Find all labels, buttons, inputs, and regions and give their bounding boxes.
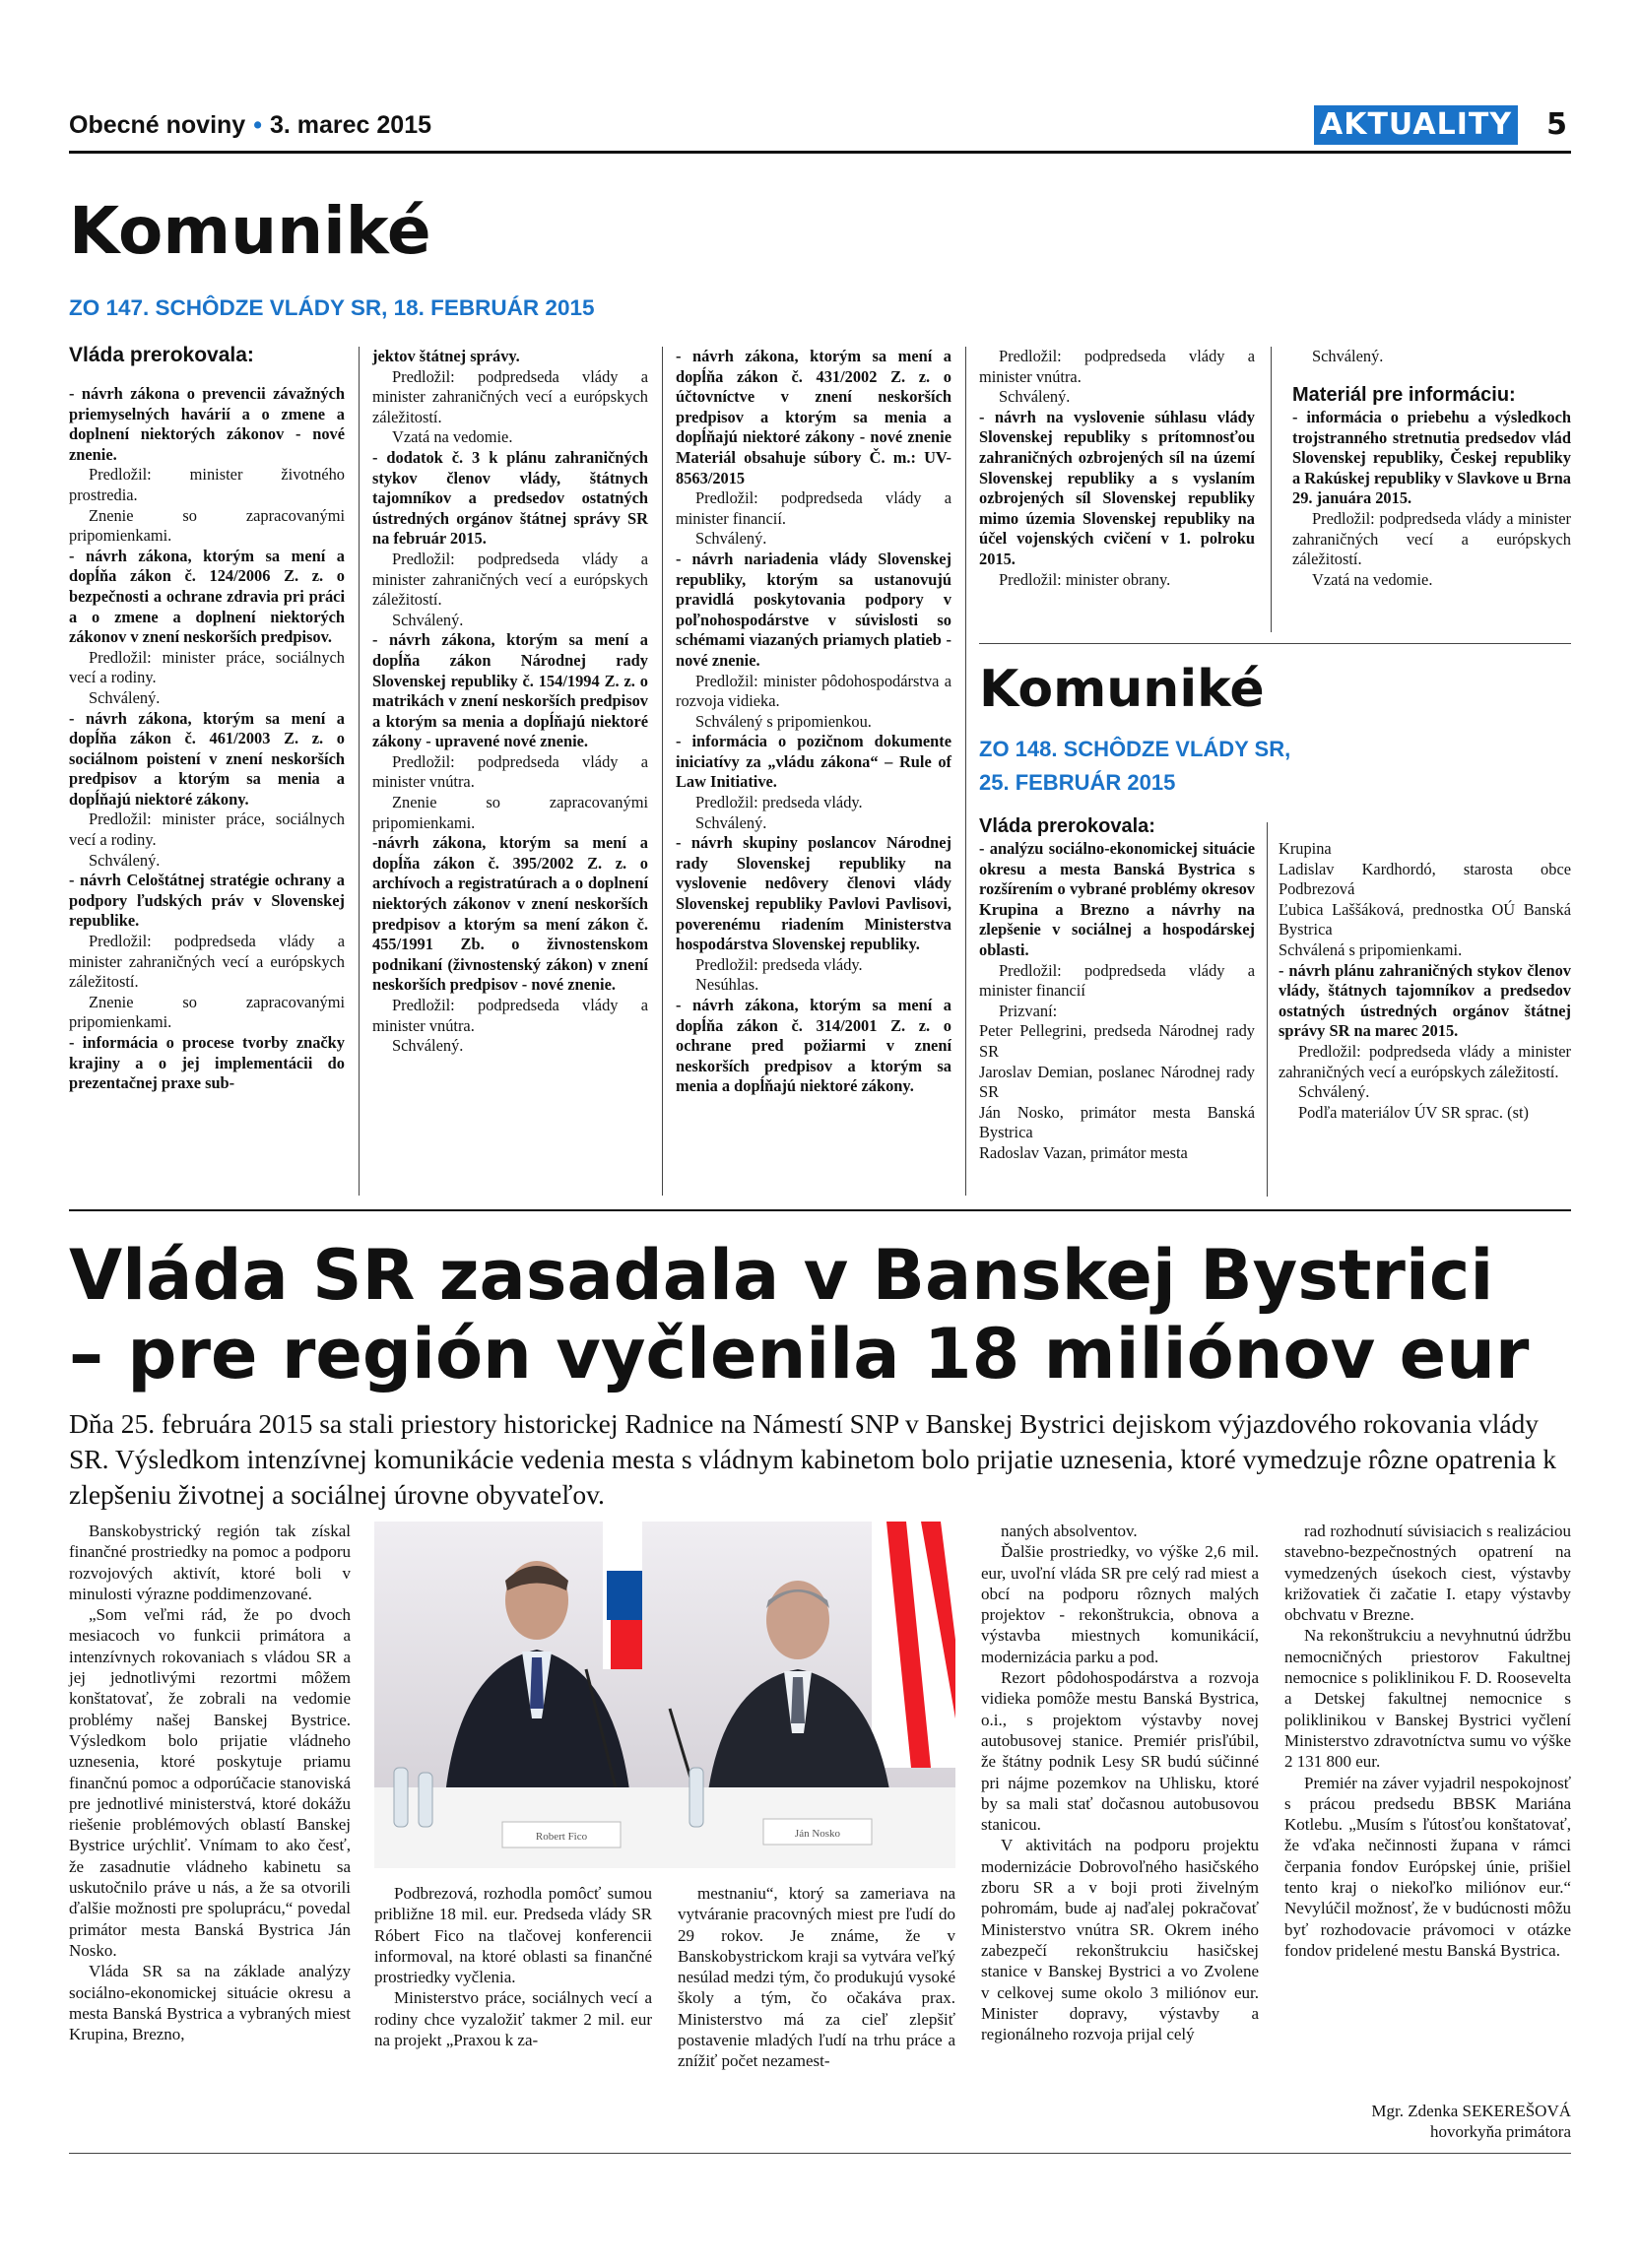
paragraph: Podbrezová, rozhodla pomôcť sumou približne 18 mil. eur. Predseda vlády SR Róbert Fico na tlačovej konferencii informoval, na ktoré oblasti sa finančné prostriedky vyčlenia. — [374, 1884, 652, 1987]
cabinet-meeting-photo — [374, 1522, 955, 1868]
paragraph: - návrh skupiny poslancov Národnej rady Slovenskej republiky na vyslovenie nedôvery členovi vlády Slovenskej republiky Pavlovi Pavlisovi, poverenému riadením Ministerstva hospodárstva Slovenskej republiky. — [676, 833, 951, 954]
nameplate-left-text: Robert Fico — [535, 1831, 588, 1843]
article-column-4 — [981, 1521, 1259, 2044]
paragraph: Podľa materiálov ÚV SR sprac. (st) — [1298, 1102, 1529, 1122]
paragraph: Predložil: podpredseda vlády a minister vnútra. — [372, 996, 648, 1035]
paragraph: - návrh na vyslovenie súhlasu vlády Slovenskej republiky s prítomnosťou zahraničných ozbrojených síl na území Slovenskej republiky a s vyslaním ozbrojených síl Slovenskej republiky mimo územia Slovenskej republiky na účel vojenských cvičení v 1. polroku 2015. — [979, 407, 1255, 568]
section-separator — [69, 1209, 1571, 1211]
nameplate-right-text: Ján Nosko — [794, 1828, 841, 1840]
paragraph: - návrh zákona, ktorým sa mení a dopĺňa zákon č. 431/2002 Z. z. o účtovníctve v znení neskorších predpisov a ktorým sa menia a dopĺňajú niektoré zákony - nové znenie Materiál obsahuje súbory Č. m.: UV-8563/2015 — [676, 347, 951, 487]
paragraph: Nesúhlas. — [695, 975, 759, 995]
article-headline — [69, 1236, 1571, 1393]
issue-date: 3. marec 2015 — [269, 111, 432, 139]
paragraph: - návrh zákona, ktorým sa mení a dopĺňa zákon č. 314/2001 Z. z. o ochrane pred požiarmi v znení neskorších predpisov a ktorým sa menia a dopĺňajú niektoré zákony. — [676, 996, 951, 1096]
paragraph: Predložil: predseda vlády. — [695, 793, 863, 812]
paragraph: V aktivitách na podporu projektu modernizácie Dobrovoľného hasičského zboru SR a v boji proti živelným pohromám, bude aj naďalej pokračovať Ministerstvo vnútra SR. Okrem iného zabezpečí rekonštrukciu hasičskej stanice v Banskej Bystrici a vo Zvolene v celkovej sume okolo 3 miliónov eur. Minister dopravy, výstavby a regionálneho rozvoja prijal celý — [981, 1836, 1259, 2044]
paragraph: Ďalšie prostriedky, vo výške 2,6 mil. eur, uvoľní vláda SR pre celý rad miest a obcí na podporu rôznych malých projektov - rekonštrukcia, obnova a výstavba miestnych komunikácií, modernizácia parku a pod. — [981, 1542, 1259, 1666]
paragraph: Znenie so zapracovanými pripomienkami. — [69, 505, 345, 546]
column-divider — [662, 347, 663, 1196]
komunike2-heading: Vláda prerokovala: — [979, 815, 1155, 837]
column-divider — [965, 347, 966, 1196]
paragraph: Schválený. — [999, 387, 1071, 407]
paragraph: Jaroslav Demian, poslanec Národnej rady SR — [979, 1062, 1255, 1102]
komunike1-column-5b — [1292, 408, 1571, 590]
paragraph: - analýzu sociálno-ekonomickej situácie okresu a mesta Banská Bystrica s rozšírením o vybrané problémy okresov Krupina a Brezno a návrhy na zlepšenie v sociálnej a hospodárskej oblasti. — [979, 839, 1255, 959]
paragraph: Ľubica Laššáková, prednostka OÚ Banská Bystrica — [1279, 899, 1571, 940]
header-masthead — [69, 111, 431, 140]
paragraph: Znenie so zapracovanými pripomienkami. — [372, 793, 648, 832]
article-photo — [374, 1522, 955, 1868]
paragraph: Ministerstvo práce, sociálnych vecí a rodiny chce vyzaložiť takmer 2 mil. eur na projekt „Praxou k za- — [374, 1988, 652, 2050]
paragraph: - dodatok č. 3 k plánu zahraničných stykov členov vlády, štátnych tajomníkov a predsedov ostatných ústredných orgánov štátnej správy SR na február 2015. — [372, 447, 648, 549]
paragraph: Predložil: minister práce, sociálnych vecí a rodiny. — [69, 647, 345, 687]
paragraph: Schválený. — [89, 687, 161, 707]
article-headline-line-1: Vláda SR zasadala v Banskej Bystrici — [69, 1235, 1494, 1316]
signature-name: Mgr. Zdenka SEKEREŠOVÁ — [1371, 2102, 1571, 2120]
slovak-flag-icon — [603, 1522, 642, 1669]
paragraph: Schválený. — [695, 812, 767, 832]
komunike1-info-heading: Materiál pre informáciu: — [1292, 384, 1516, 406]
paragraph: Schválený. — [1298, 1082, 1370, 1102]
paragraph: Schválený. — [392, 1036, 464, 1056]
article-column-2 — [374, 1883, 652, 2050]
page-header — [69, 103, 1571, 154]
paragraph: Predložil: predseda vlády. — [695, 954, 863, 974]
komunike1-subtitle: ZO 147. SCHÔDZE VLÁDY SR, 18. FEBRUÁR 2015 — [69, 295, 595, 320]
paragraph: „Som veľmi rád, že po dvoch mesiacoch vo funkcii primátora a intenzívnych rokovaniach s vládou SR a jej jednotlivými rezortmi môžem konštatovať, že zobrali na vedomie problémy našej Banskej Bystrice. Výsledkom bolo prijatie vládneho uznesenia, ktoré poskytuje priamu finančnú pomoc a odporúčacie stanoviská pre jednotlivé ministerstvá, ktoré dokážu riešenie problémových oblastí Banskej Bystrice urýchliť. Vnímam to ako česť, že zasadnutie vládneho kabinetu sa uskutočnilo práve u nás, a že sa otvorili ďalšie možnosti pre spoluprácu,“ povedal primátor mesta Banská Bystrica Ján Nosko. — [69, 1605, 351, 1960]
komunike1-column-2 — [372, 347, 648, 1057]
paragraph: Schválený. — [89, 850, 161, 870]
page-number: 5 — [1546, 107, 1567, 142]
komunike2-title: Komuniké — [979, 660, 1265, 719]
komunike1-column-1 — [69, 384, 345, 1094]
paragraph: Vzatá na vedomie. — [1312, 569, 1433, 589]
paragraph: - návrh zákona, ktorým sa mení a dopĺňa zákon č. 124/2006 Z. z. o bezpečnosti a ochrane zdravia pri práci a o zmene a doplnení niektorých zákonov v znení neskorších predpisov. — [69, 546, 345, 647]
paragraph: Predložil: podpredseda vlády a minister zahraničných vecí a európskych záležitostí. — [69, 932, 345, 992]
paragraph: Na rekonštrukciu a nevyhnutnú údržbu nemocničných priestorov Fakultnej nemocnice s poliklinikou F. D. Roosevelta a Detskej fakultnej nemocnice s poliklinikou v Banskej Bystrici vyčlení Ministerstvo zdravotníctva sumu vo výške 2 131 800 eur. — [1284, 1626, 1571, 1772]
paragraph: Predložil: podpredseda vlády a minister financií. — [676, 488, 951, 528]
paragraph: Ladislav Kardhordó, starosta obce Podbrezová — [1279, 859, 1571, 899]
paper-name: Obecné noviny — [69, 111, 246, 139]
paragraph: Vzatá na vedomie. — [392, 427, 513, 447]
paragraph: Schválený. — [1312, 347, 1384, 365]
komunike2-subtitle-1: ZO 148. SCHÔDZE VLÁDY SR, — [979, 737, 1291, 761]
paragraph: - návrh zákona o prevencii závažných priemyselných havárií a o zmene a doplnení niektorých zákonov - nové znenie. — [69, 384, 345, 464]
paragraph: rad rozhodnutí súvisiacich s realizáciou stavebno-bezpečnostných opatrení na vymedzených úsekoch ciest, výstavby križovatiek či začatie I. etapy výstavby obchvatu v Brezne. — [1284, 1522, 1571, 1625]
column-divider — [359, 347, 360, 1196]
paragraph: Rezort pôdohospodárstva a rozvoja vidieka pomôže mestu Banská Bystrica, o.i., s projektom výstavby novej autobusovej stanice. Premiér prisľúbil, že štátny podnik Lesy SR budú súčinné pri nájme pozemkov na Uhlisku, ktoré by sa mali stať dočasnou autobusovou stanicou. — [981, 1668, 1259, 1835]
paragraph: - návrh Celoštátnej stratégie ochrany a podpory ľudských práv v Slovenskej republike. — [69, 871, 345, 931]
column-divider — [1271, 347, 1272, 632]
komunike1-title: Komuniké — [69, 193, 431, 269]
paragraph: Peter Pellegrini, predseda Národnej rady SR — [979, 1021, 1255, 1061]
section-label: AKTUALITY — [1314, 105, 1518, 145]
paragraph: Predložil: podpredseda vlády a minister zahraničných vecí a európskych záležitostí. — [1292, 508, 1571, 569]
paragraph: Premiér na záver vyjadril nespokojnosť s prácou predsedu BBSK Mariána Kotlebu. „Musím s ľútosťou konštatovať, že vďaka nečinnosti župana v rámci čerpania fondov Európskej únie, prišiel tento kraj o niekoľko miliónov eur.“ Nevylúčil možnosť, že v budúcnosti môžu byť rozhodovacie právomoci v otázke fondov pridelené mestu Banská Bystrica. — [1284, 1773, 1571, 1960]
paragraph: Predložil: podpredseda vlády a minister zahraničných vecí a európskych záležitostí. — [372, 366, 648, 426]
bottle-icon — [689, 1768, 703, 1827]
signature-role: hovorkyňa primátora — [1429, 2122, 1571, 2142]
article-lead: Dňa 25. februára 2015 sa stali priestory historickej Radnice na Námestí SNP v Banskej Bystrici dejiskom výjazdového rokovania vlády SR. Výsledkom intenzívnej komunikácie vedenia mesta s vládnym kabinetom bolo prijatie uznesenia, ktoré vymedzuje rôzne opatrenia k zlepšeniu životnej a sociálnej úrovne obyvateľov. — [69, 1408, 1557, 1510]
paragraph: Krupina — [1279, 839, 1332, 858]
paragraph: - návrh nariadenia vlády Slovenskej republiky, ktorým sa ustanovujú pravidlá poskytovania podpory v poľnohospodárstve v súvislosti so schémami viazaných priamych platieb - nové znenie. — [676, 549, 951, 670]
komunike1-column-5 — [1292, 347, 1571, 367]
paragraph: Ján Nosko, primátor mesta Banská Bystrica — [979, 1102, 1255, 1142]
paragraph: - návrh zákona, ktorým sa mení a dopĺňa zákon Národnej rady Slovenskej republiky č. 154/1994 Z. z. o matrikách v znení neskorších predpisov a ktorým sa menia a dopĺňajú niektoré zákony - upravené nové znenie. — [372, 630, 648, 751]
komunike2-subtitle-2: 25. FEBRUÁR 2015 — [979, 770, 1176, 795]
paragraph: - informácia o priebehu a výsledkoch trojstranného stretnutia predsedov vlád Slovenskej republiky, Českej republiky a Rakúskej republiky v Slavkove u Brna 29. januára 2015. — [1292, 408, 1571, 508]
paragraph: Predložil: podpredseda vlády a minister financií — [979, 960, 1255, 1001]
paragraph: Banskobystrický región tak získal finančné prostriedky na pomoc a podporu rozvojových aktivít, ktoré boli v minulosti výrazne poddimenzované. — [69, 1522, 351, 1603]
paragraph: - informácia o procese tvorby značky krajiny a o jej implementácii do prezentačnej praxe sub- — [69, 1033, 345, 1093]
komunike2-column-b — [1279, 839, 1571, 1123]
paragraph: Prizvaní: — [999, 1001, 1058, 1020]
paragraph: Schválený. — [695, 529, 767, 549]
paragraph: Znenie so zapracovanými pripomienkami. — [69, 992, 345, 1032]
paragraph: Predložil: podpredseda vlády a minister zahraničných vecí a európskych záležitostí. — [1279, 1041, 1571, 1081]
komunike2-column-a — [979, 839, 1255, 1164]
paragraph: Predložil: podpredseda vlády a minister vnútra. — [372, 751, 648, 792]
separator-dot-icon: • — [253, 111, 262, 139]
article-column-1 — [69, 1521, 351, 2044]
komunike1-column-4 — [979, 347, 1255, 590]
article-column-5 — [1284, 1521, 1571, 1961]
paragraph: - informácia o pozičnom dokumente iniciatívy za „vládu zákona“ – Rule of Law Initiative. — [676, 732, 951, 792]
paragraph: jektov štátnej správy. — [372, 347, 520, 365]
komunike1-column-3 — [676, 347, 951, 1097]
article-signature — [1284, 2101, 1571, 2143]
paragraph: naných absolventov. — [1001, 1522, 1138, 1540]
bottle-icon — [419, 1773, 432, 1827]
paragraph: Predložil: minister pôdohospodárstva a rozvoja vidieka. — [676, 671, 951, 711]
city-flag-icon — [872, 1522, 955, 1768]
paragraph: Radoslav Vazan, primátor mesta — [979, 1142, 1188, 1162]
paragraph: - návrh zákona, ktorým sa mení a dopĺňa zákon č. 461/2003 Z. z. o sociálnom poistení v znení neskorších predpisov a ktorým sa menia a dopĺňajú niektoré zákony. — [69, 708, 345, 809]
paragraph: Schválený. — [392, 610, 464, 629]
paragraph: Predložil: podpredseda vlády a minister vnútra. — [979, 347, 1255, 386]
article-headline-line-2: – pre región vyčlenila 18 miliónov eur — [69, 1314, 1530, 1394]
paragraph: Predložil: minister práce, sociálnych vecí a rodiny. — [69, 810, 345, 850]
bottle-icon — [394, 1768, 408, 1827]
paragraph: Predložil: podpredseda vlády a minister zahraničných vecí a európskych záležitostí. — [372, 549, 648, 610]
bottom-rule — [69, 2153, 1571, 2154]
column-divider — [1267, 822, 1268, 1197]
paragraph: Schválená s pripomienkami. — [1279, 940, 1463, 959]
paragraph: Predložil: minister obrany. — [999, 569, 1171, 589]
komunike-separator — [979, 643, 1571, 644]
article-column-3 — [678, 1883, 955, 2072]
paragraph: Schválený s pripomienkou. — [695, 711, 872, 731]
paragraph: - návrh plánu zahraničných stykov členov vlády, štátnych tajomníkov a predsedov ostatných ústredných orgánov štátnej správy SR na marec 2015. — [1279, 960, 1571, 1041]
paragraph: mestnaniu“, ktorý sa zameriava na vytváranie pracovných miest pre ľudí do 29 rokov. Je známe, že v Banskobystrickom kraji sa vytvára veľký nesúlad medzi tým, čo produkujú vysoké školy a tým, čo očakáva prax. Ministerstvo má za cieľ zlepšiť postavenie mladých ľudí na trhu práce a znížiť počet nezamest- — [678, 1884, 955, 2071]
paragraph: Vláda SR sa na základe analýzy sociálno-ekonomickej situácie okresu a mesta Banská Bystrica a vybraných miest Krupina, Brezno, — [69, 1962, 351, 2044]
komunike1-heading: Vláda prerokovala: — [69, 344, 254, 366]
paragraph: Predložil: minister životného prostredia. — [69, 465, 345, 504]
paragraph: -návrh zákona, ktorým sa mení a dopĺňa zákon č. 395/2002 Z. z. o archívoch a registratúrach a o doplnení niektorých zákonov v znení neskorších predpisov a ktorým sa mení zákon č. 455/1991 Zb. o živnostenskom podnikaní (živnostenský zákon) v znení neskorších predpisov - nové znenie. — [372, 833, 648, 995]
